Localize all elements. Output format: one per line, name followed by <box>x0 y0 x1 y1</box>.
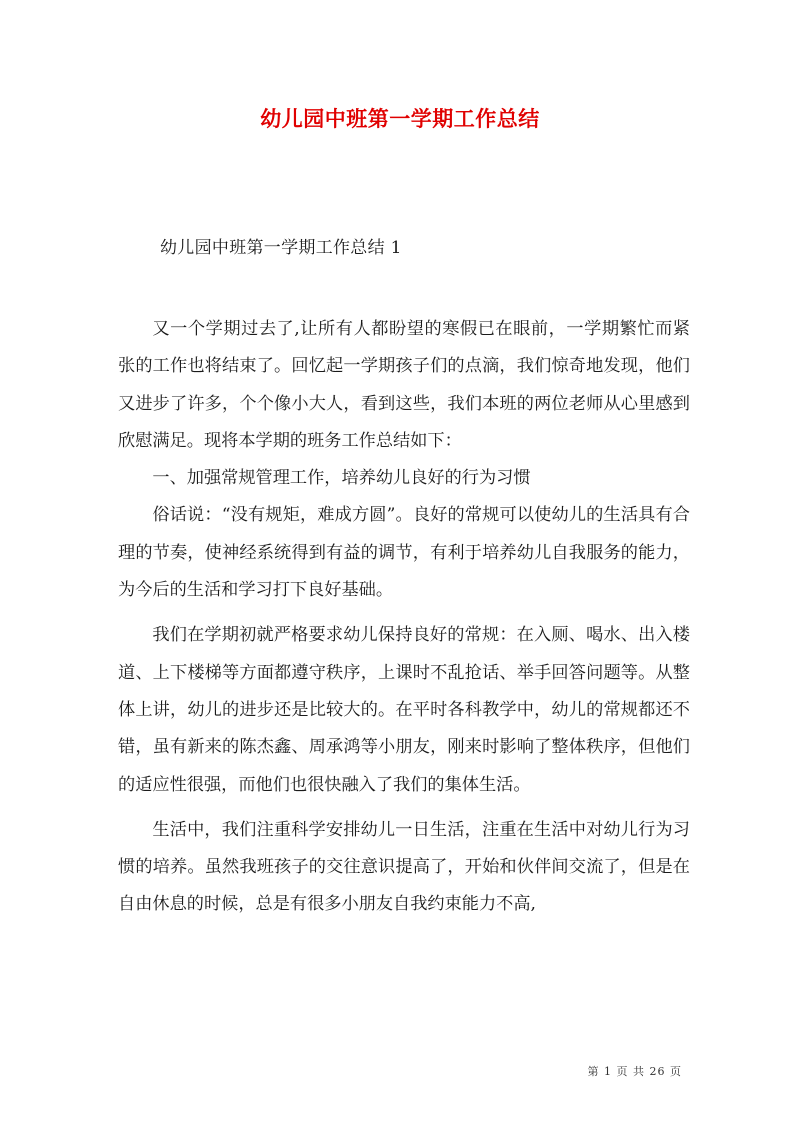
document-title: 幼儿园中班第一学期工作总结 <box>260 106 540 131</box>
paragraph-daily-life: 生活中，我们注重科学安排幼儿一日生活，注重在生活中对幼儿行为习惯的培养。虽然我班孩子的交往意识提高了，开始和伙伴间交流了，但是在自由休息的时候，总是有很多小朋友自我约束能力不高, <box>118 819 690 915</box>
page-number: 第 1 页 共 26 页 <box>587 1065 682 1078</box>
paragraph-routine: 我们在学期初就严格要求幼儿保持良好的常规：在入厕、喝水、出入楼道、上下楼梯等方面都遵守秩序，上课时不乱抢话、举手回答问题等。从整体上讲，幼儿的进步还是比较大的。在平时各科教学中，幼儿的常规都还不错，虽有新来的陈杰鑫、周承鸿等小朋友，刚来时影响了整体秩序，但他们的适应性很强，而他们也很快融入了我们的集体生活。 <box>118 625 690 795</box>
paragraph-intro: 又一个学期过去了,让所有人都盼望的寒假已在眼前，一学期繁忙而紧张的工作也将结束了。回忆起一学期孩子们的点滴，我们惊奇地发现，他们又进步了许多，个个像小大人，看到这些，我们本班的两位老师从心里感到欣慰满足。现将本学期的班务工作总结如下： <box>118 319 690 451</box>
paragraph-proverb: 俗话说：“没有规矩，难成方圆”。良好的常规可以使幼儿的生活具有合理的节奏，使神经系统得到有益的调节，有利于培养幼儿自我服务的能力，为今后的生活和学习打下良好基础。 <box>118 505 690 601</box>
document-body <box>118 311 690 924</box>
section-heading-1: 一、加强常规管理工作，培养幼儿良好的行为习惯 <box>152 468 531 489</box>
section-subtitle: 幼儿园中班第一学期工作总结 1 <box>160 238 402 258</box>
